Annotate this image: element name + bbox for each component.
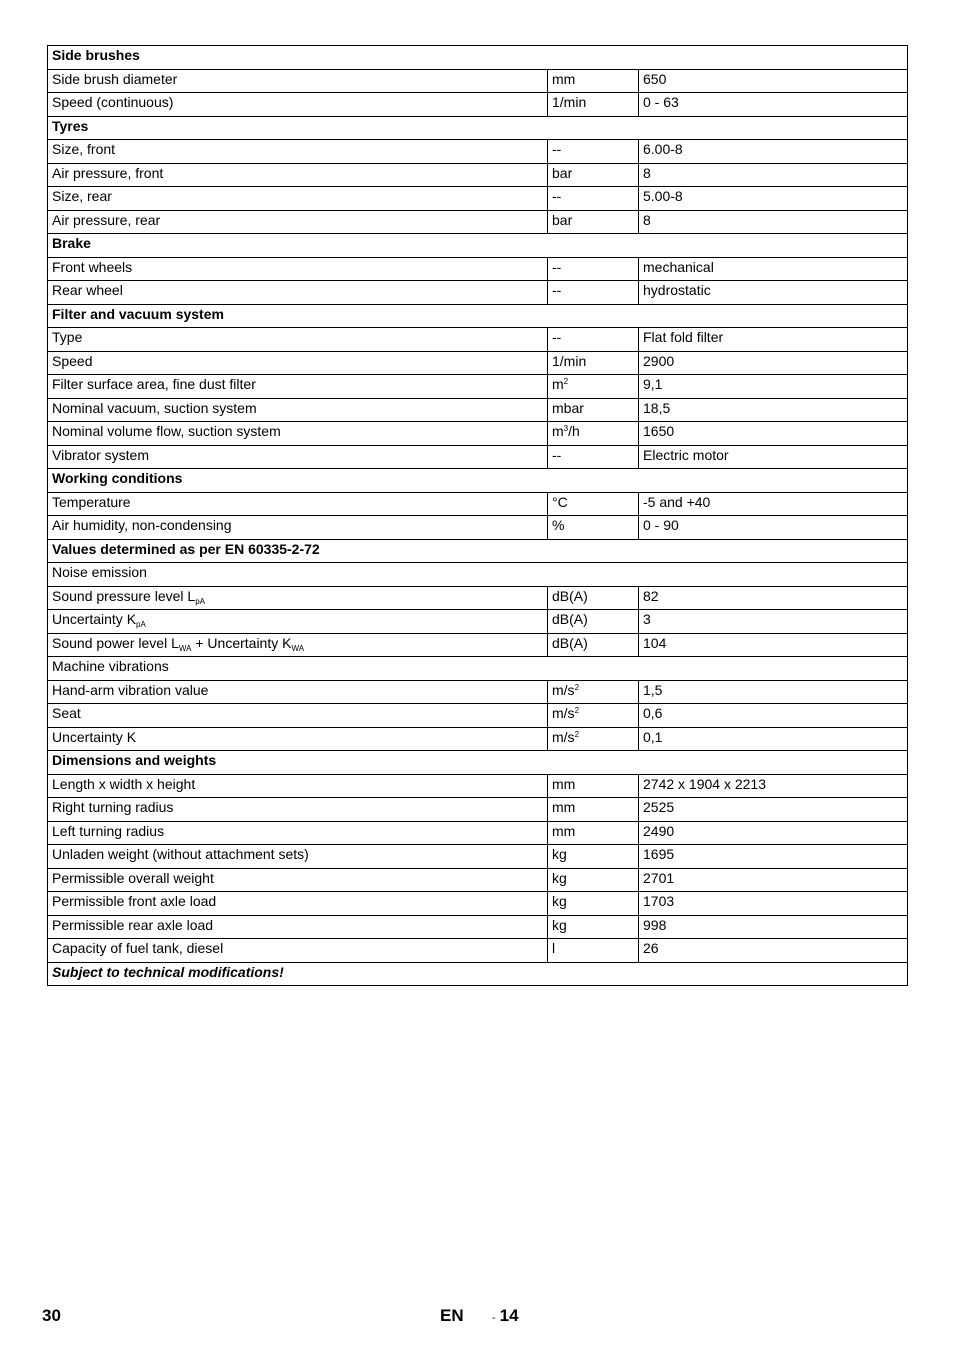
- row-unit: kg: [548, 845, 639, 869]
- table-row: [48, 422, 908, 446]
- row-value: 26: [639, 939, 908, 963]
- row-value: 650: [639, 69, 908, 93]
- row-label: Air humidity, non-condensing: [48, 516, 548, 540]
- table-row: [48, 821, 908, 845]
- row-label: Vibrator system: [48, 445, 548, 469]
- table-row: [48, 774, 908, 798]
- table-row: [48, 633, 908, 657]
- language-code: EN: [440, 1306, 464, 1325]
- row-value: hydrostatic: [639, 281, 908, 305]
- row-value: 1703: [639, 892, 908, 916]
- row-label: Permissible front axle load: [48, 892, 548, 916]
- table-row: [48, 868, 908, 892]
- footnote: Subject to technical modifications!: [48, 962, 908, 986]
- row-value: 0 - 63: [639, 93, 908, 117]
- section-heading: Tyres: [48, 116, 908, 140]
- row-unit: mm: [548, 774, 639, 798]
- row-unit: bar: [548, 163, 639, 187]
- row-unit: --: [548, 445, 639, 469]
- row-label: Air pressure, front: [48, 163, 548, 187]
- section-heading-row: [48, 304, 908, 328]
- row-unit: --: [548, 328, 639, 352]
- row-value: 104: [639, 633, 908, 657]
- row-label: Right turning radius: [48, 798, 548, 822]
- row-unit: kg: [548, 868, 639, 892]
- row-unit: --: [548, 140, 639, 164]
- subheading-row: [48, 657, 908, 681]
- row-unit: $m/s^2$: [548, 727, 639, 751]
- subheading: Noise emission: [48, 563, 908, 587]
- row-unit: 1/min: [548, 93, 639, 117]
- row-label: Size, front: [48, 140, 548, 164]
- subheading: Machine vibrations: [48, 657, 908, 681]
- table-row: [48, 939, 908, 963]
- table-row: [48, 187, 908, 211]
- row-value: 1695: [639, 845, 908, 869]
- row-unit: dB(A): [548, 633, 639, 657]
- table-row: [48, 257, 908, 281]
- row-label: Air pressure, rear: [48, 210, 548, 234]
- row-value: 2900: [639, 351, 908, 375]
- table-row: [48, 445, 908, 469]
- row-unit: kg: [548, 892, 639, 916]
- row-label: Left turning radius: [48, 821, 548, 845]
- section-heading: Filter and vacuum system: [48, 304, 908, 328]
- row-label: Permissible overall weight: [48, 868, 548, 892]
- row-value: 5.00-8: [639, 187, 908, 211]
- row-value: Flat fold filter: [639, 328, 908, 352]
- table-row: [48, 210, 908, 234]
- row-label: Uncertainty K: [48, 727, 548, 751]
- row-label: Uncertainty $K_{pA}$: [48, 610, 548, 634]
- row-unit: --: [548, 281, 639, 305]
- row-value: Electric motor: [639, 445, 908, 469]
- row-value: 18,5: [639, 398, 908, 422]
- row-label: Sound power level $L_{WA}$ + Uncertainty $K_{WA}$: [48, 633, 548, 657]
- row-value: 2742 x 1904 x 2213: [639, 774, 908, 798]
- row-unit: bar: [548, 210, 639, 234]
- row-value: 82: [639, 586, 908, 610]
- row-label: Permissible rear axle load: [48, 915, 548, 939]
- row-value: 6.00-8: [639, 140, 908, 164]
- row-value: 8: [639, 163, 908, 187]
- row-value: 1650: [639, 422, 908, 446]
- row-label: Length x width x height: [48, 774, 548, 798]
- row-value: 8: [639, 210, 908, 234]
- row-label: Front wheels: [48, 257, 548, 281]
- row-unit: dB(A): [548, 586, 639, 610]
- table-row: [48, 727, 908, 751]
- row-unit: $m^3/h$: [548, 422, 639, 446]
- table-row: [48, 798, 908, 822]
- section-heading: Side brushes: [48, 46, 908, 70]
- row-value: 3: [639, 610, 908, 634]
- table-row: [48, 915, 908, 939]
- sub-page-dash: -: [492, 1312, 496, 1324]
- row-unit: %: [548, 516, 639, 540]
- row-value: 2701: [639, 868, 908, 892]
- row-unit: --: [548, 187, 639, 211]
- table-row: [48, 93, 908, 117]
- row-label: Nominal vacuum, suction system: [48, 398, 548, 422]
- table-row: [48, 704, 908, 728]
- row-value: 0,1: [639, 727, 908, 751]
- row-label: Rear wheel: [48, 281, 548, 305]
- row-label: Sound pressure level $L_{pA}$: [48, 586, 548, 610]
- row-value: 1,5: [639, 680, 908, 704]
- sub-page-number: [492, 1306, 519, 1326]
- table-row: [48, 69, 908, 93]
- page-number: 30: [42, 1306, 61, 1325]
- row-value: 0 - 90: [639, 516, 908, 540]
- row-label: Capacity of fuel tank, diesel: [48, 939, 548, 963]
- row-unit: mbar: [548, 398, 639, 422]
- section-heading: Values determined as per EN 60335-2-72: [48, 539, 908, 563]
- table-row: [48, 492, 908, 516]
- table-row: [48, 140, 908, 164]
- table-row: [48, 516, 908, 540]
- table-row: [48, 328, 908, 352]
- row-label: Unladen weight (without attachment sets): [48, 845, 548, 869]
- section-heading-row: [48, 46, 908, 70]
- row-unit: kg: [548, 915, 639, 939]
- row-label: Type: [48, 328, 548, 352]
- row-value: 2525: [639, 798, 908, 822]
- table-row: [48, 845, 908, 869]
- technical-data-table: [47, 45, 908, 986]
- row-label: Seat: [48, 704, 548, 728]
- row-label: Side brush diameter: [48, 69, 548, 93]
- row-unit: 1/min: [548, 351, 639, 375]
- row-label: Size, rear: [48, 187, 548, 211]
- row-label: Speed: [48, 351, 548, 375]
- section-heading-row: [48, 116, 908, 140]
- technical-data-table-body: [48, 46, 908, 986]
- row-label: Filter surface area, fine dust filter: [48, 375, 548, 399]
- row-unit: $m^2$: [548, 375, 639, 399]
- section-heading: Brake: [48, 234, 908, 258]
- row-unit: °C: [548, 492, 639, 516]
- table-row: [48, 375, 908, 399]
- table-row: [48, 398, 908, 422]
- subheading-row: [48, 563, 908, 587]
- row-unit: mm: [548, 69, 639, 93]
- table-row: [48, 610, 908, 634]
- table-row: [48, 281, 908, 305]
- footnote-row: [48, 962, 908, 986]
- row-label: Nominal volume flow, suction system: [48, 422, 548, 446]
- section-heading: Dimensions and weights: [48, 751, 908, 775]
- sub-page-value: 14: [499, 1306, 519, 1325]
- table-row: [48, 680, 908, 704]
- row-value: mechanical: [639, 257, 908, 281]
- row-unit: $m/s^2$: [548, 680, 639, 704]
- section-heading-row: [48, 539, 908, 563]
- row-label: Temperature: [48, 492, 548, 516]
- section-heading-row: [48, 234, 908, 258]
- row-label: Speed (continuous): [48, 93, 548, 117]
- row-value: 998: [639, 915, 908, 939]
- row-unit: mm: [548, 821, 639, 845]
- row-unit: mm: [548, 798, 639, 822]
- row-value: 2490: [639, 821, 908, 845]
- table-row: [48, 892, 908, 916]
- section-heading-row: [48, 751, 908, 775]
- row-label: Hand-arm vibration value: [48, 680, 548, 704]
- row-value: 0,6: [639, 704, 908, 728]
- table-row: [48, 163, 908, 187]
- row-value: 9,1: [639, 375, 908, 399]
- section-heading-row: [48, 469, 908, 493]
- row-unit: --: [548, 257, 639, 281]
- row-unit: l: [548, 939, 639, 963]
- row-unit: dB(A): [548, 610, 639, 634]
- table-row: [48, 586, 908, 610]
- table-row: [48, 351, 908, 375]
- row-unit: $m/s^2$: [548, 704, 639, 728]
- section-heading: Working conditions: [48, 469, 908, 493]
- row-value: -5 and +40: [639, 492, 908, 516]
